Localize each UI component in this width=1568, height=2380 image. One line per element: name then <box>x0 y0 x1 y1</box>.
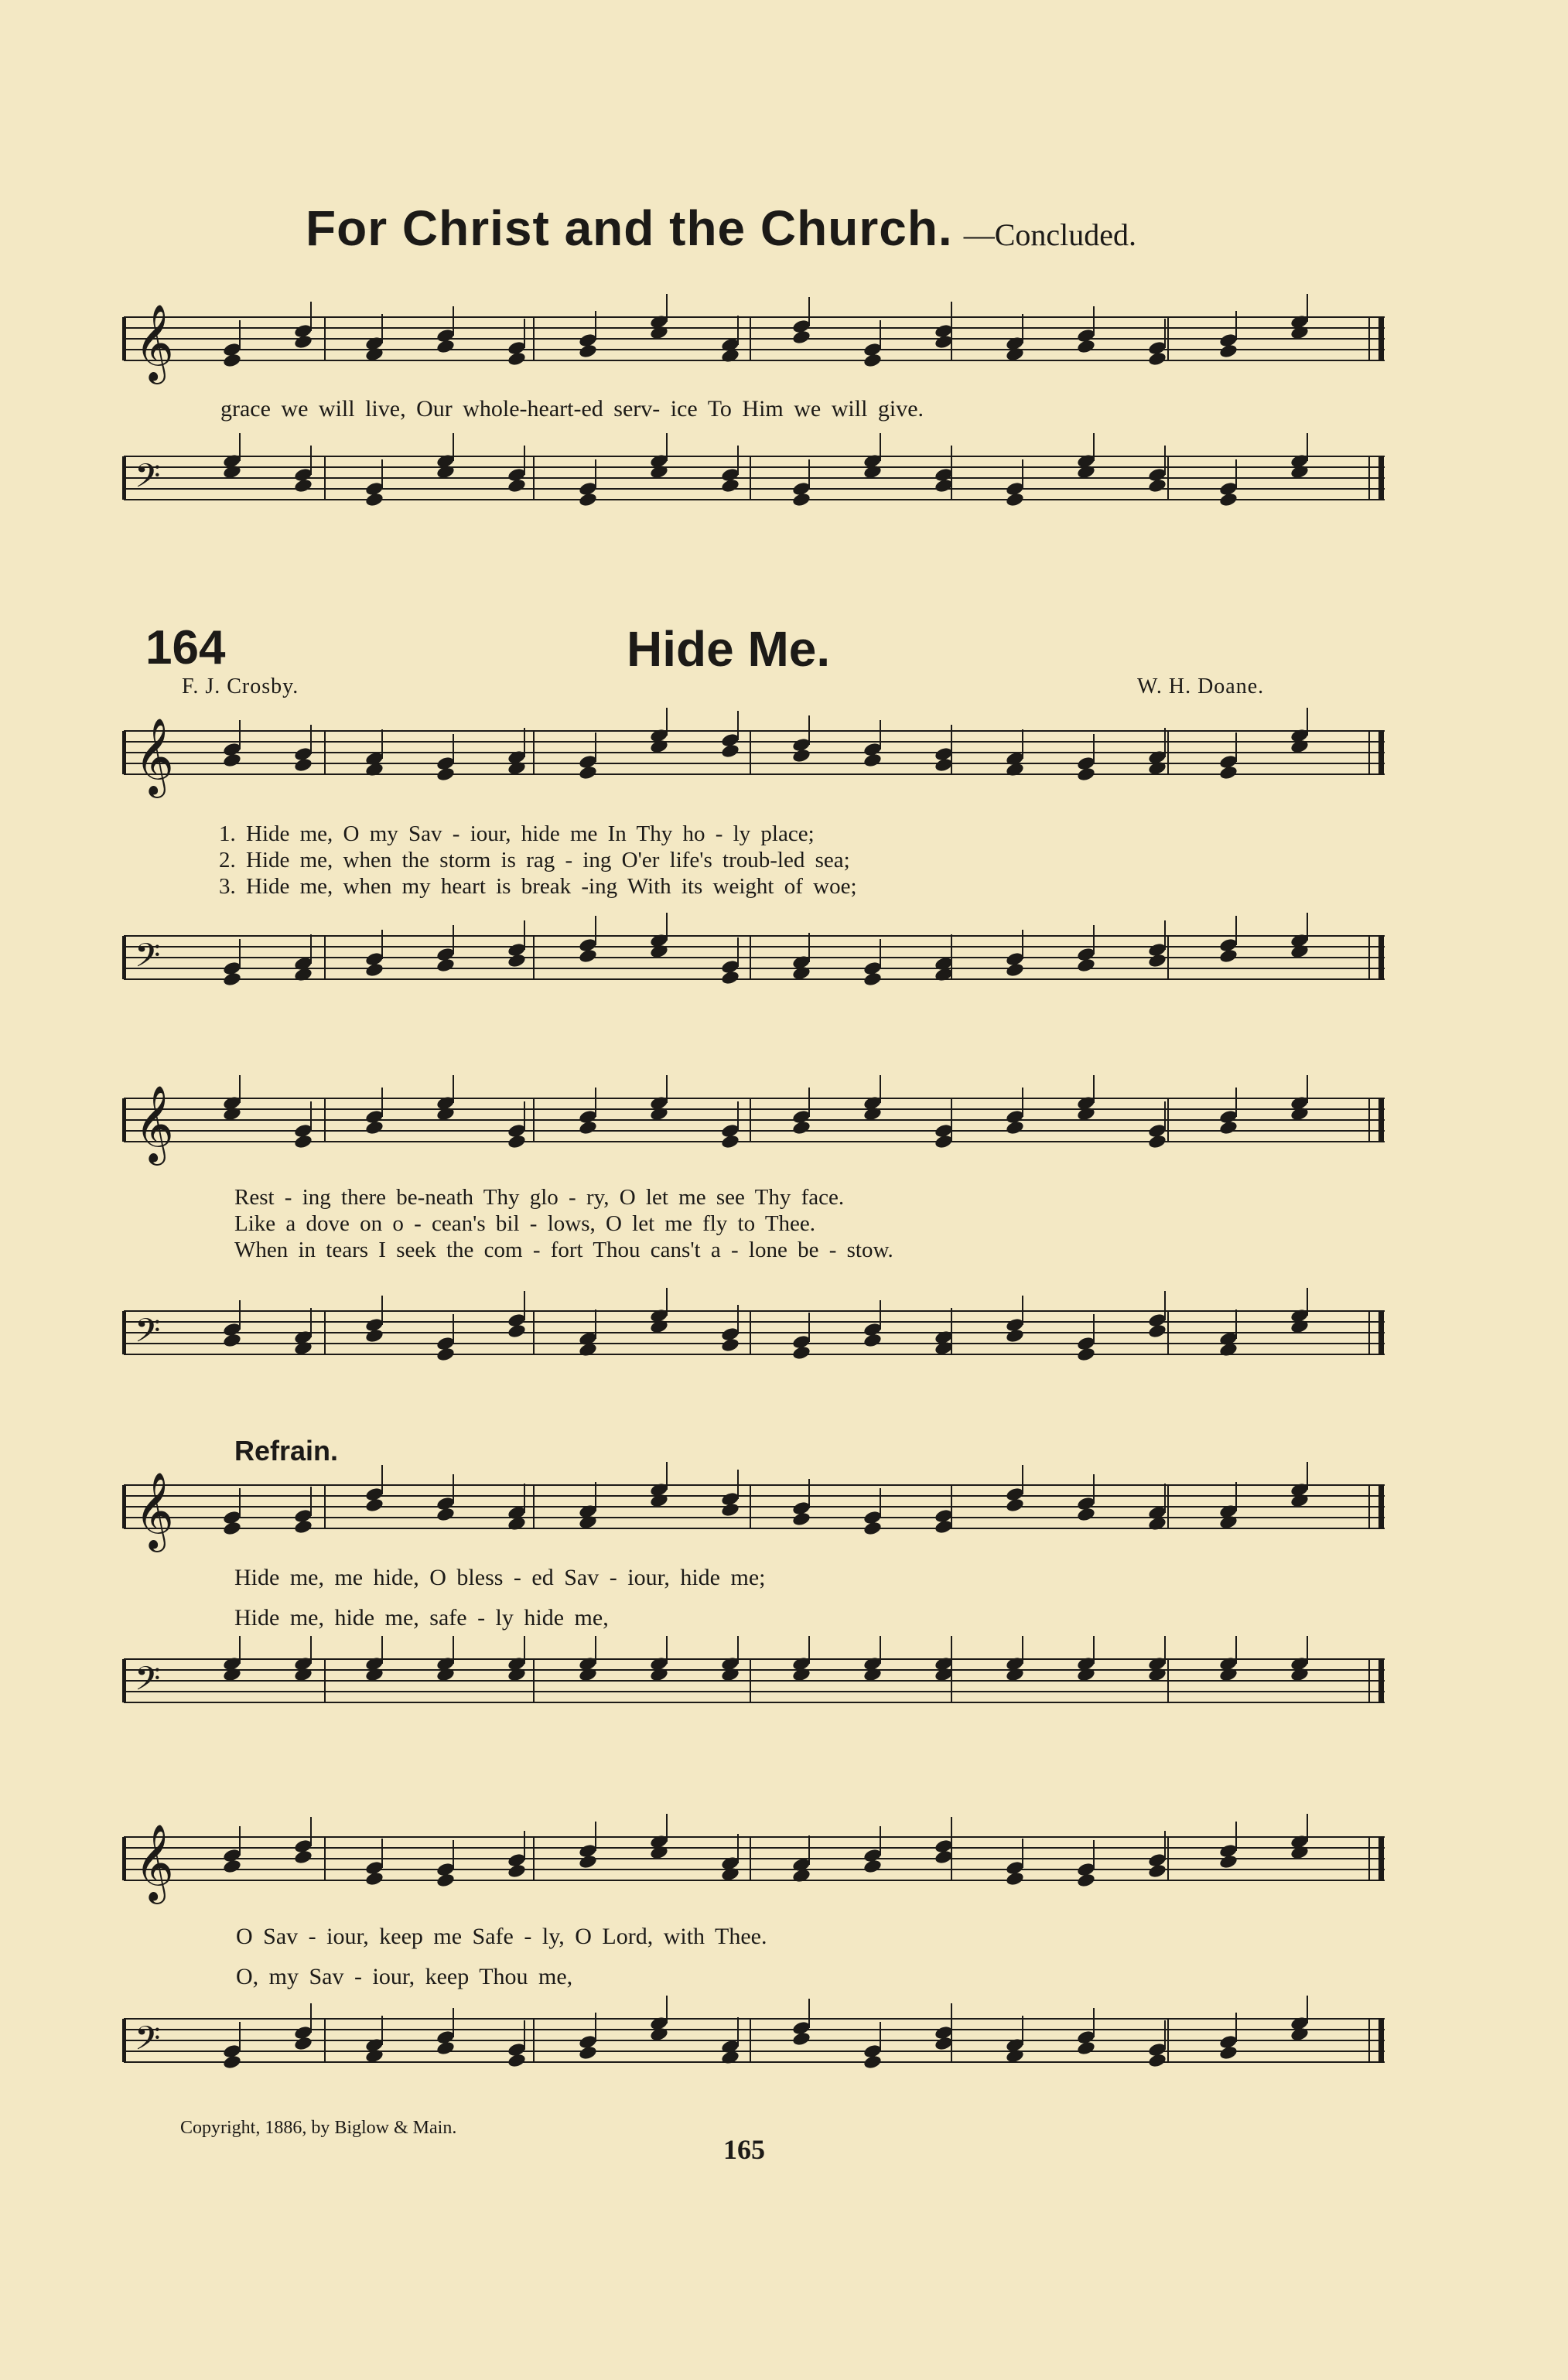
notehead <box>507 478 526 494</box>
staff-lines <box>122 1814 1385 1904</box>
bass-clef-icon: 𝄢 <box>135 457 161 504</box>
treble-clef-icon: 𝄞 <box>135 1824 174 1901</box>
notehead <box>364 1497 384 1514</box>
notehead <box>1147 340 1167 357</box>
notehead <box>1218 754 1238 770</box>
notehead <box>934 1849 953 1866</box>
notehead <box>720 959 740 975</box>
system2-verse-1: Rest - ing there be-neath Thy glo - ry, O let me see Thy face. <box>234 1185 845 1210</box>
staff-start-bar <box>122 317 126 360</box>
notehead <box>578 754 597 770</box>
staff-start-bar <box>122 1311 126 1354</box>
notehead <box>1147 1863 1167 1880</box>
notehead <box>791 330 811 346</box>
notehead <box>863 353 882 369</box>
bass-clef-icon: 𝄢 <box>135 2020 161 2066</box>
notehead <box>1147 953 1167 969</box>
notehead <box>578 492 597 508</box>
notehead <box>436 1873 455 1889</box>
refrain1-treble-staff <box>116 1462 1392 1570</box>
final-bar <box>1378 317 1384 360</box>
notehead <box>293 1849 313 1866</box>
staff-lines <box>122 1288 1385 1362</box>
staff-start-bar <box>122 936 126 979</box>
notehead <box>293 334 313 350</box>
notehead <box>1005 1328 1024 1344</box>
refrain-label: Refrain. <box>234 1435 339 1467</box>
system1-verse-1: 1. Hide me, O my Sav - iour, hide me In Thy ho - ly place; <box>219 821 815 846</box>
staff-lines <box>122 433 1385 507</box>
notehead <box>293 1134 313 1150</box>
staff-start-bar <box>122 1837 126 1880</box>
final-bar <box>1378 456 1384 500</box>
concluded-bass-staff <box>116 433 1392 541</box>
notehead <box>1147 1323 1167 1340</box>
staff-start-bar <box>122 1659 126 1702</box>
copyright-notice: Copyright, 1886, by Biglow & Main. <box>180 2118 457 2138</box>
notehead <box>1076 1873 1095 1889</box>
notehead <box>720 1502 740 1518</box>
staff-start-bar <box>122 1485 126 1528</box>
system2-verse-2: Like a dove on o - cean's bil - lows, O let me fly to Thee. <box>234 1211 816 1236</box>
notehead <box>507 953 526 969</box>
notehead <box>436 1347 455 1363</box>
system1-verse-3: 3. Hide me, when my heart is break -ing With its weight of woe; <box>219 874 857 899</box>
treble-clef-icon: 𝄞 <box>135 1085 174 1163</box>
notehead <box>863 1859 882 1875</box>
system1-bass-staff <box>116 913 1392 1021</box>
notehead <box>791 1334 811 1350</box>
notehead <box>364 1328 384 1344</box>
notehead <box>364 962 384 978</box>
notehead <box>1076 767 1095 783</box>
continued-hymn-title <box>306 200 1136 257</box>
notehead <box>1005 1497 1024 1514</box>
system1-verse-2: 2. Hide me, when the storm is rag - ing O'er life's troub-led sea; <box>219 848 850 872</box>
notehead <box>436 339 455 355</box>
staff-lines <box>122 294 1385 384</box>
notehead <box>934 1508 953 1525</box>
notehead <box>222 971 241 988</box>
final-bar <box>1378 1837 1384 1880</box>
treble-clef-icon: 𝄞 <box>135 718 174 795</box>
notehead <box>1076 339 1095 355</box>
notehead <box>1005 1120 1024 1136</box>
refrain1-bass-staff <box>116 1636 1392 1744</box>
notehead <box>1076 2040 1095 2057</box>
notehead <box>222 1333 241 1349</box>
concluded-label: —Concluded. <box>963 217 1136 252</box>
notehead <box>1147 2042 1167 2058</box>
notehead <box>720 1134 740 1150</box>
notehead <box>578 343 597 360</box>
concluded-lyric-line: grace we will live, Our whole-heart-ed serv- ice To Him we will give. <box>220 396 924 422</box>
notehead <box>863 2054 882 2071</box>
system2-treble-staff <box>116 1075 1392 1183</box>
notehead <box>436 958 455 974</box>
bass-clef-icon: 𝄢 <box>135 1312 161 1358</box>
notehead <box>436 767 455 783</box>
notehead <box>364 1120 384 1136</box>
notehead <box>507 1863 526 1880</box>
bass-clef-icon: 𝄢 <box>135 1660 161 1706</box>
notehead <box>1076 1507 1095 1523</box>
notehead <box>863 1333 882 1349</box>
final-bar <box>1378 1659 1384 1702</box>
final-bar <box>1378 936 1384 979</box>
notehead <box>791 748 811 764</box>
notehead <box>507 1134 526 1150</box>
treble-clef-icon: 𝄞 <box>135 304 174 381</box>
refrain-line-3: O Sav - iour, keep me Safe - ly, O Lord, with Thee. <box>236 1924 767 1949</box>
notehead <box>791 492 811 508</box>
notehead <box>1005 492 1024 508</box>
notehead <box>934 478 953 494</box>
notehead <box>222 2054 241 2071</box>
treble-clef-icon: 𝄞 <box>135 1472 174 1549</box>
notehead <box>791 2031 811 2047</box>
page-number: 165 <box>723 2134 765 2165</box>
staff-start-bar <box>122 1098 126 1142</box>
bass-clef-icon: 𝄢 <box>135 937 161 983</box>
notehead <box>1218 492 1238 508</box>
notehead <box>578 1120 597 1136</box>
hymn-title: Hide Me. <box>627 621 831 677</box>
notehead <box>791 1120 811 1136</box>
notehead <box>934 757 953 773</box>
hymn-author: F. J. Crosby. <box>182 674 299 698</box>
hymn-number: 164 <box>145 621 226 674</box>
notehead <box>293 757 313 773</box>
notehead <box>222 1859 241 1875</box>
continued-title-text: For Christ and the Church. <box>306 200 953 256</box>
system1-treble-staff <box>116 708 1392 820</box>
hymn-composer: W. H. Doane. <box>1137 674 1265 698</box>
notehead <box>1218 2045 1238 2061</box>
staff-lines <box>122 913 1385 987</box>
staff-lines <box>122 1462 1385 1552</box>
notehead <box>1005 1860 1024 1876</box>
notehead <box>364 1860 384 1876</box>
staff-lines <box>122 1636 1385 1706</box>
final-bar <box>1378 731 1384 774</box>
notehead <box>222 1521 241 1537</box>
notehead <box>578 948 597 965</box>
notehead <box>507 1323 526 1340</box>
final-bar <box>1378 1098 1384 1142</box>
notehead <box>934 2036 953 2052</box>
refrain2-bass-staff <box>116 1996 1392 2104</box>
notehead <box>720 743 740 760</box>
notehead <box>1147 478 1167 494</box>
notehead <box>293 478 313 494</box>
notehead <box>364 492 384 508</box>
notehead <box>222 753 241 769</box>
staff-lines <box>122 1996 1385 2070</box>
notehead <box>863 753 882 769</box>
final-bar <box>1378 2019 1384 2062</box>
final-bar <box>1378 1311 1384 1354</box>
notehead <box>863 1521 882 1537</box>
notehead <box>578 1854 597 1870</box>
notehead <box>791 1511 811 1528</box>
notehead <box>720 1337 740 1354</box>
notehead <box>436 1507 455 1523</box>
notehead <box>507 340 526 357</box>
staff-start-bar <box>122 731 126 774</box>
notehead <box>222 353 241 369</box>
notehead <box>578 2045 597 2061</box>
notehead <box>934 1134 953 1150</box>
notehead <box>934 334 953 350</box>
notehead <box>293 1508 313 1525</box>
notehead <box>1005 962 1024 978</box>
system2-bass-staff <box>116 1288 1392 1396</box>
staff-lines <box>122 708 1385 798</box>
notehead <box>436 2040 455 2057</box>
notehead <box>1076 1347 1095 1363</box>
notehead <box>1218 1120 1238 1136</box>
notehead <box>863 971 882 988</box>
refrain-line-4: O, my Sav - iour, keep Thou me, <box>236 1964 573 1989</box>
notehead <box>1076 958 1095 974</box>
notehead <box>1218 948 1238 965</box>
staff-lines <box>122 1075 1385 1166</box>
notehead <box>1218 343 1238 360</box>
notehead <box>293 2036 313 2052</box>
notehead <box>1147 1134 1167 1150</box>
system2-verse-3: When in tears I seek the com - fort Thou cans't a - lone be - stow. <box>234 1238 893 1262</box>
refrain-line-1: Hide me, me hide, O bless - ed Sav - iour, hide me; <box>234 1565 766 1590</box>
notehead <box>507 2042 526 2058</box>
notehead <box>1218 1854 1238 1870</box>
final-bar <box>1378 1485 1384 1528</box>
refrain-line-2: Hide me, hide me, safe - ly hide me, <box>234 1605 609 1630</box>
notehead <box>720 478 740 494</box>
staff-start-bar <box>122 456 126 500</box>
refrain2-treble-staff <box>116 1814 1392 1922</box>
concluded-treble-staff <box>116 294 1392 387</box>
staff-start-bar <box>122 2019 126 2062</box>
